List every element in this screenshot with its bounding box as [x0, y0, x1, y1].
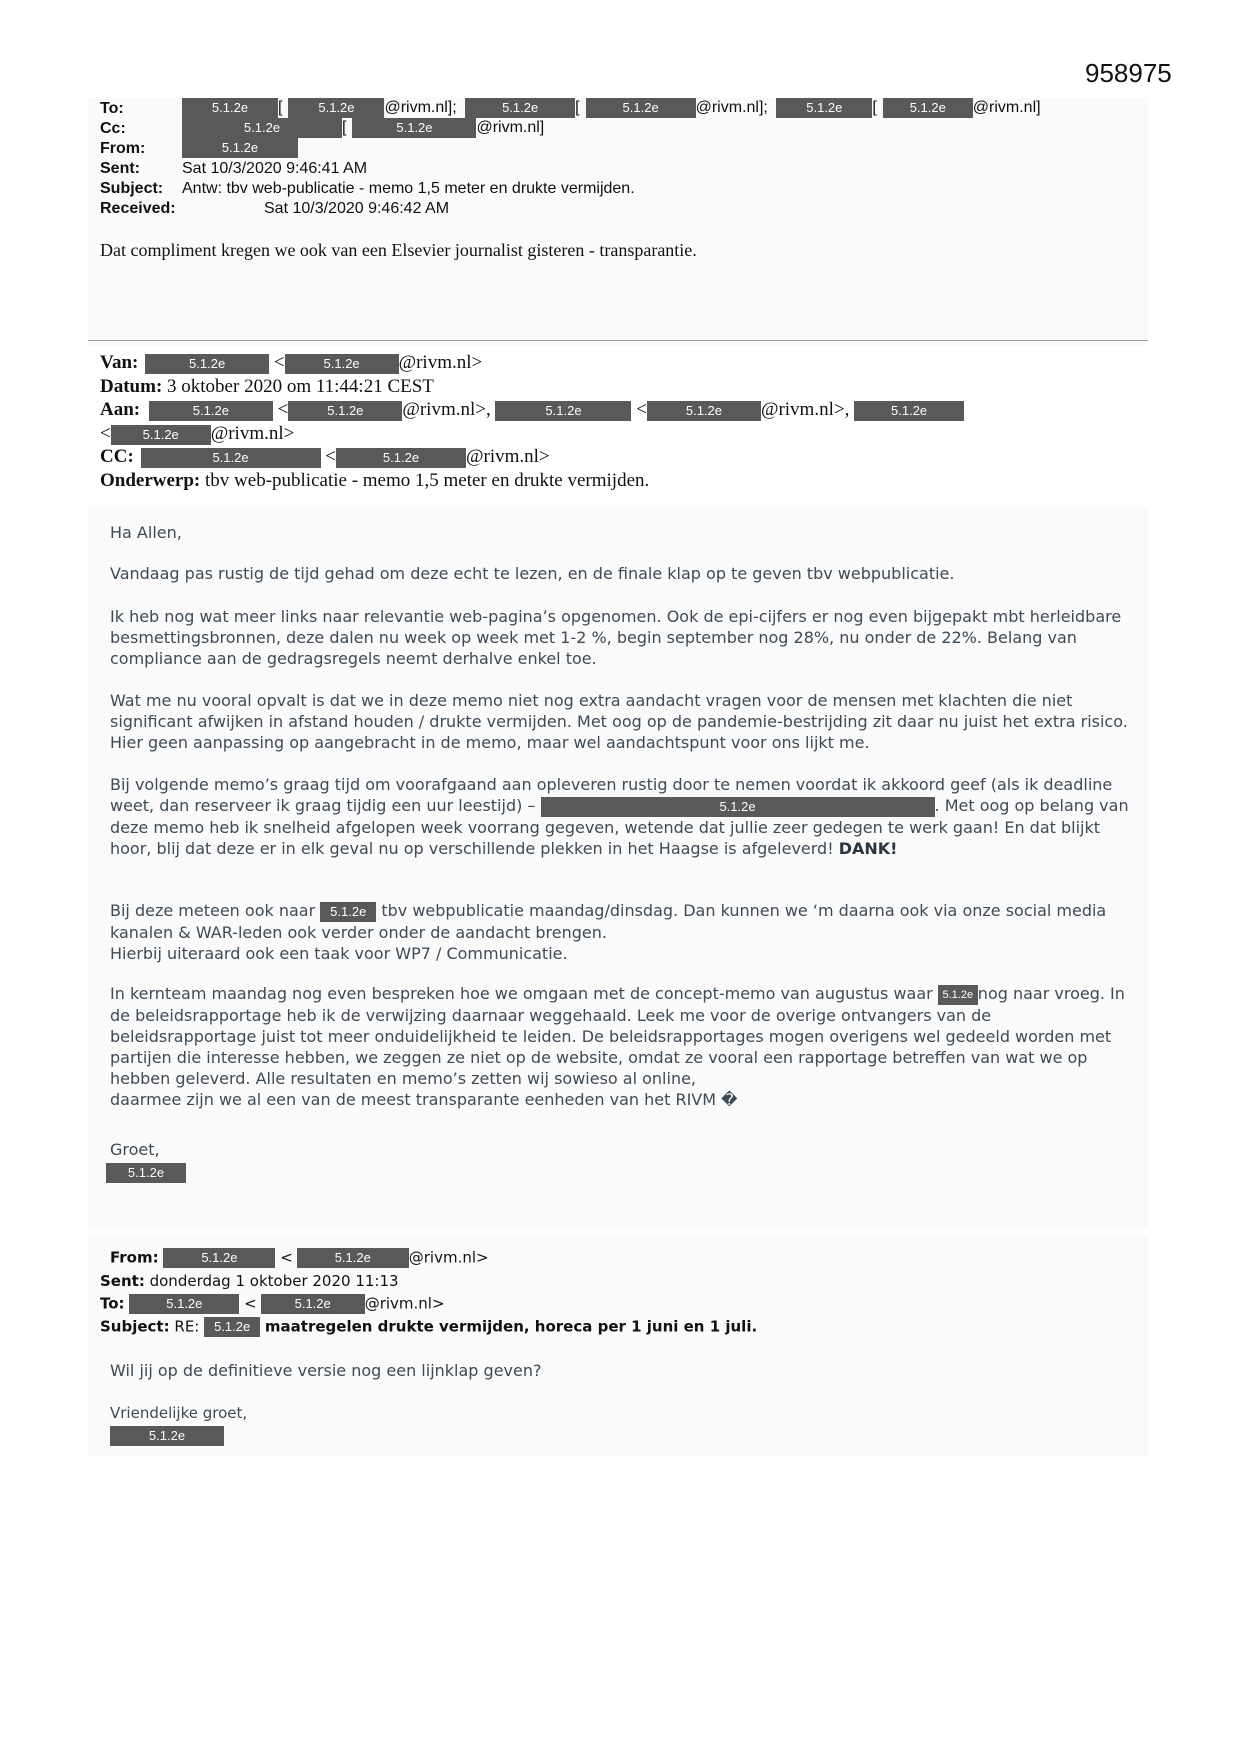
to-recipients: 5.1.2e [ 5.1.2e @rivm.nl]; 5.1.2e [ 5.1.2e @rivm.nl]; 5.1.2e [ 5.1.2e @rivm.nl]	[182, 98, 1041, 118]
paragraph-3: Wat me nu vooral opvalt is dat we in deze memo niet nog extra aandacht vragen voor de mensen met klachten die niet significant afwijken in afstand houden / drukte vermijden. Met oog op de pandemie-bestrijding zit daar nu juist het extra risico. Hier geen aanpassing op aangebracht in de memo, maar wel aandachtspunt voor ons lijkt me.	[110, 691, 1128, 752]
redaction: 5.1.2e	[145, 354, 269, 374]
from-line: From: 5.1.2e < 5.1.2e @rivm.nl>	[110, 1248, 489, 1267]
redaction: 5.1.2e	[465, 98, 575, 118]
redaction: 5.1.2e	[261, 1294, 365, 1314]
redaction: 5.1.2e	[106, 1163, 186, 1183]
from-value	[182, 138, 298, 158]
cc-label: Cc:	[100, 120, 126, 137]
onderwerp-line: Onderwerp: tbv web-publicatie - memo 1,5 meter en drukte vermijden.	[100, 470, 650, 491]
paragraph-1: Vandaag pas rustig de tijd gehad om deze echt te lezen, en de finale klap op te geven tbv webpublicatie.	[110, 564, 955, 583]
email-2-body	[88, 508, 1148, 1228]
closing: Groet,	[110, 1140, 160, 1159]
from-label: From:	[100, 140, 146, 157]
redaction: 5.1.2e	[883, 98, 973, 118]
redaction: 5.1.2e	[182, 98, 278, 118]
sent-value: Sat 10/3/2020 9:46:41 AM	[182, 160, 368, 177]
redaction: 5.1.2e	[204, 1317, 260, 1337]
paragraph-6: In kernteam maandag nog even bespreken hoe we omgaan met de concept-memo van augustus waar 5.1.2e nog naar vroeg. In de beleidsrapportage heb ik de verwijzing daarnaar weggehaald. Leek me voor de overige ontvangers van de beleidsrapportage juist tot meer onduidelijkheid te leiden. De beleidsrapportages mogen overigens wel gedeeld worden met partijen die interesse hebben, we zeggen ze niet op de website, omdat ze vooral een rapportage betreffen van wat we op hebben geleverd. Alle resultaten en memo’s zetten wij sowieso al online, daarmee zijn we al een van de meest transparante eenheden van het RIVM �	[110, 984, 1125, 1109]
email-3-block	[88, 1236, 1148, 1456]
divider	[88, 340, 1148, 341]
email-1-block	[88, 98, 1148, 346]
redaction: 5.1.2e	[854, 401, 964, 421]
redaction: 5.1.2e	[288, 98, 384, 118]
sent-line: Sent: donderdag 1 oktober 2020 11:13	[100, 1272, 399, 1290]
redaction: 5.1.2e	[336, 448, 466, 468]
redaction: 5.1.2e	[288, 401, 402, 421]
redaction: 5.1.2e	[541, 797, 935, 817]
redaction: 5.1.2e	[163, 1248, 275, 1268]
document-id: 958975	[1085, 58, 1172, 88]
redaction: 5.1.2e	[938, 985, 978, 1005]
redaction: 5.1.2e	[297, 1248, 409, 1268]
closing: Vriendelijke groet,	[110, 1404, 248, 1422]
cc-line: CC: 5.1.2e < 5.1.2e @rivm.nl>	[100, 446, 550, 467]
redaction: 5.1.2e	[182, 138, 298, 158]
subject-line: Subject: RE: 5.1.2e maatregelen drukte vermijden, horeca per 1 juni en 1 juli.	[100, 1317, 758, 1336]
to-label: To:	[100, 100, 124, 117]
sent-label: Sent:	[100, 160, 140, 177]
paragraph-2: Ik heb nog wat meer links naar relevantie web-pagina’s opgenomen. Ook de epi-cijfers er nog even bijgepakt mbt herleidbare besmettingsbronnen, deze dalen nu week op week met 1-2 %, begin september nog 28%, nu onder de 22%. Belang van compliance aan de gedragsregels neemt derhalve enkel toe.	[110, 607, 1122, 668]
to-line: To: 5.1.2e < 5.1.2e @rivm.nl>	[100, 1294, 445, 1313]
email-3-body: Wil jij op de definitieve versie nog een lijnklap geven?	[110, 1361, 542, 1380]
aan-line-2: < 5.1.2e @rivm.nl>	[100, 423, 295, 444]
signature	[106, 1163, 186, 1183]
greeting: Ha Allen,	[110, 523, 182, 542]
received-label: Received:	[100, 200, 176, 217]
aan-line: Aan: 5.1.2e < 5.1.2e @rivm.nl>, 5.1.2e < 5.1.2e @rivm.nl>, 5.1.2e	[100, 399, 964, 421]
redaction: 5.1.2e	[111, 425, 211, 445]
email-1-body: Dat compliment kregen we ook van een Elsevier journalist gisteren - transparantie.	[100, 240, 697, 260]
redaction: 5.1.2e	[776, 98, 872, 118]
redaction: 5.1.2e	[149, 401, 273, 421]
redaction: 5.1.2e	[141, 448, 321, 468]
redaction: 5.1.2e	[285, 354, 399, 374]
redaction: 5.1.2e	[110, 1426, 224, 1446]
redaction: 5.1.2e	[647, 401, 761, 421]
signature	[110, 1426, 224, 1446]
subject-label: Subject:	[100, 180, 164, 197]
dank-text: DANK!	[838, 838, 898, 858]
redaction: 5.1.2e	[129, 1294, 239, 1314]
received-value: Sat 10/3/2020 9:46:42 AM	[264, 200, 450, 217]
redaction: 5.1.2e	[320, 902, 376, 922]
redaction: 5.1.2e	[586, 98, 696, 118]
paragraph-5: Bij deze meteen ook naar 5.1.2e tbv webpublicatie maandag/dinsdag. Dan kunnen we ‘m daarna ook via onze social media kanalen & WAR-leden ook verder onder de aandacht brengen. Hierbij uiteraard ook een taak voor WP7 / Communicatie.	[110, 901, 1107, 963]
redaction: 5.1.2e	[182, 118, 342, 138]
datum-line: Datum: 3 oktober 2020 om 11:44:21 CEST	[100, 376, 434, 397]
van-line: Van: 5.1.2e < 5.1.2e @rivm.nl>	[100, 352, 483, 373]
redaction: 5.1.2e	[352, 118, 476, 138]
paragraph-4: Bij volgende memo’s graag tijd om voorafgaand aan opleveren rustig door te nemen voordat ik akkoord geef (als ik deadline weet, dan reserveer ik graag tijdig een uur leestijd) – 5.1.2e . Met oog op belang van deze memo heb ik snelheid afgelopen week voorrang gegeven, wetende dat jullie zeer gedegen te werk gaan! En dat blijkt hoor, blij dat deze er in elk geval nu op verschillende plekken in het Haagse is afgeleverd! DANK!	[110, 775, 1129, 858]
cc-recipients: 5.1.2e [ 5.1.2e @rivm.nl]	[182, 118, 544, 138]
subject-value: Antw: tbv web-publicatie - memo 1,5 meter en drukte vermijden.	[182, 180, 635, 197]
redaction: 5.1.2e	[495, 401, 631, 421]
